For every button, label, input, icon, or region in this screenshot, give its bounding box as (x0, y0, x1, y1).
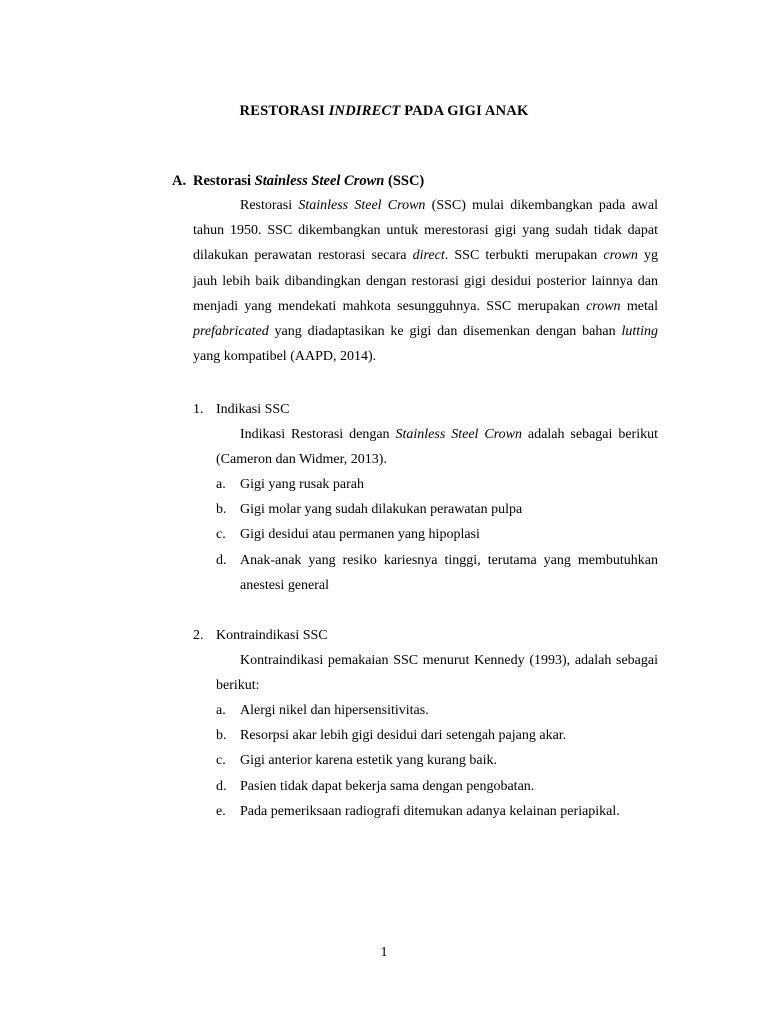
list-marker: b. (216, 502, 227, 518)
indikasi-list (216, 472, 658, 598)
list-item-text: Gigi molar yang sudah dilakukan perawatan pulpa (240, 502, 523, 518)
list-item-text: Pasien tidak dapat bekerja sama dengan pengobatan. (240, 778, 535, 794)
para-italic: crown (603, 248, 638, 264)
list-marker: e. (216, 803, 226, 819)
list-item-text: Resorpsi akar lebih gigi desidui dari setengah pajang akar. (240, 728, 567, 744)
list-item-text: Anak-anak yang resiko kariesnya tinggi, terutama yang membutuhkan anestesi general (240, 552, 658, 593)
list-item (216, 799, 658, 824)
intro-text: adalah sebagai berikut (Cameron dan Widmer, 2013). (216, 427, 658, 468)
para-text: Restorasi (240, 198, 299, 213)
list-item (216, 497, 658, 522)
subsection-1-number: 1. (193, 402, 204, 417)
kontraindikasi-list (216, 698, 658, 824)
list-item-text: Alergi nikel dan hipersensitivitas. (240, 703, 429, 718)
list-item-text: Gigi desidui atau permanen yang hipoplasi (240, 527, 480, 543)
list-item (216, 548, 658, 598)
list-item (216, 723, 658, 748)
intro-text: Indikasi Restorasi dengan (240, 427, 396, 442)
section-a-text: Restorasi (193, 173, 255, 189)
list-marker: c. (216, 753, 226, 769)
list-item (216, 472, 658, 497)
subsection-1-title: Indikasi SSC (216, 402, 290, 417)
para-italic: Stainless Steel Crown (298, 198, 426, 213)
list-marker: a. (216, 703, 226, 718)
section-a-text-end: (SSC) (384, 173, 425, 189)
para-italic: direct (412, 248, 445, 264)
para-text: . SSC terbukti merupakan (444, 248, 604, 264)
page-number: 1 (380, 945, 388, 960)
list-marker: d. (216, 552, 227, 568)
subsection-2-intro: Kontraindikasi pemakaian SSC menurut Kennedy (1993), adalah sebagai berikut: (216, 653, 658, 694)
para-italic: lutting (621, 324, 658, 340)
section-a-label: A. (172, 173, 187, 189)
list-marker: d. (216, 778, 227, 794)
page-title (0, 103, 768, 120)
list-item-text: Gigi yang rusak parah (240, 477, 365, 492)
subsection-1-heading (193, 397, 290, 422)
para-text: yang diadaptasikan ke gigi dan disemenkan dengan bahan (268, 324, 622, 340)
para-text: yg jauh lebih baik dibandingkan dengan restorasi gigi desidui posterior lainnya dan menjadi yang mendekati mahkota sesungguhnya. SSC merupakan (193, 248, 658, 314)
subsection-2-title: Kontraindikasi SSC (216, 628, 328, 643)
section-a-heading (172, 173, 424, 190)
list-item (216, 748, 658, 773)
para-italic: prefabricated (193, 324, 269, 340)
list-item-text: Gigi anterior karena estetik yang kurang baik. (240, 753, 497, 769)
section-a-paragraph (193, 193, 658, 369)
list-marker: c. (216, 527, 226, 543)
title-italic: INDIRECT (328, 103, 401, 119)
intro-italic: Stainless Steel Crown (395, 427, 522, 442)
section-a-italic: Stainless Steel Crown (254, 173, 385, 189)
subsection-1-intro (216, 422, 658, 472)
list-marker: a. (216, 477, 226, 492)
title-text: RESTORASI (239, 103, 329, 119)
list-item (216, 698, 658, 723)
title-text-end: PADA GIGI ANAK (400, 103, 529, 119)
para-text: metal (620, 298, 658, 314)
para-text: yang kompatibel (AAPD, 2014). (193, 349, 377, 365)
para-italic: crown (586, 298, 621, 314)
subsection-2-number: 2. (193, 628, 204, 643)
list-item (216, 522, 658, 547)
list-item-text: Pada pemeriksaan radiografi ditemukan adanya kelainan periapikal. (240, 803, 620, 819)
list-marker: b. (216, 728, 227, 744)
subsection-2-heading (193, 623, 328, 648)
para-text: (SSC) mulai dikembangkan pada awal tahun 1950. SSC dikembangkan untuk merestorasi gigi yang sudah tidak dapat dilakukan perawatan restorasi secara (193, 198, 658, 264)
list-item (216, 774, 658, 799)
